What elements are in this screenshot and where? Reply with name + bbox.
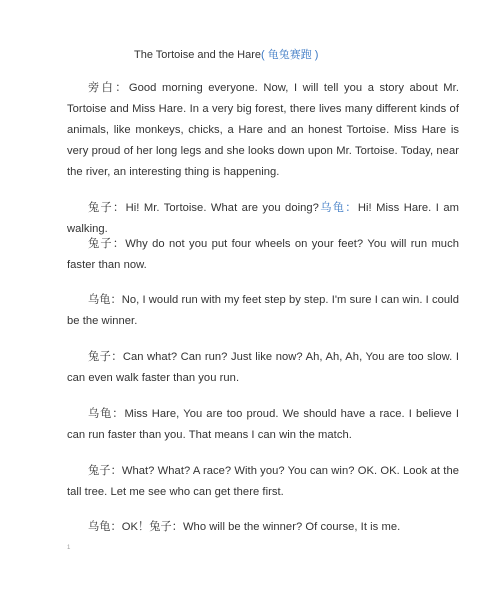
paragraph-text: What? What? A race? With you? You can win? OK. OK. Look at the tall tree. Let me see who can get there first. (67, 465, 459, 498)
speaker-label: 兔子： (88, 465, 122, 477)
speaker-label-second: 乌龟： (318, 202, 358, 214)
speaker-label: 旁白： (88, 82, 129, 94)
paragraph-text: Can what? Can run? Just like now? Ah, Ah, Ah, You are too slow. I can even walk faster than you run. (67, 351, 459, 384)
paragraph-dialogue (67, 234, 459, 276)
paragraph-text: Good morning everyone. Now, I will tell you a story about Mr. Tortoise and Miss Hare. In a very big forest, there lives many different kinds of animals, like monkeys, chicks, a Hare and an honest Tortoise. Miss Hare is very proud of her long legs and she looks down upon Mr. Tortoise. Today, near the river, an interesting thing is happening. (67, 82, 459, 178)
speaker-label: 乌龟： (88, 408, 125, 420)
paragraph-text: Hi! Mr. Tortoise. What are you doing? (125, 202, 319, 214)
paragraph-dialogue (67, 404, 459, 446)
paragraph-text: Miss Hare, You are too proud. We should have a race. I believe I can run faster than you. That means I can win the match. (67, 408, 459, 441)
paragraph-dialogue (67, 517, 459, 538)
page-number-mark: 1 (67, 545, 71, 551)
speaker-label: 乌龟： (88, 521, 122, 533)
speaker-label: 兔子： (88, 202, 126, 214)
paragraph-text: OK！ (121, 521, 150, 533)
paragraph-dialogue (67, 461, 459, 503)
paragraph-text-second: Who will be the winner? Of course, It is me. (182, 521, 401, 533)
speaker-label: 兔子： (88, 351, 123, 363)
paragraph-narrator (67, 78, 459, 183)
document-title (134, 46, 318, 62)
speaker-label: 乌龟： (88, 294, 122, 306)
paragraph-dialogue (67, 347, 459, 389)
speaker-label: 兔子： (88, 238, 126, 250)
speaker-label-second: 兔子： (149, 521, 183, 533)
paragraph-text: Why do not you put four wheels on your feet? You will run much faster than now. (67, 238, 459, 271)
paragraph-dialogue (67, 290, 459, 332)
paragraph-text: No, I would run with my feet step by step. I'm sure I can win. I could be the winner. (67, 294, 459, 327)
title-english: The Tortoise and the Hare (134, 49, 261, 61)
title-chinese: ( 龟兔赛跑 ) (260, 49, 319, 61)
paragraph-text-second: Hi! Miss Hare. I am walking. (67, 202, 459, 235)
